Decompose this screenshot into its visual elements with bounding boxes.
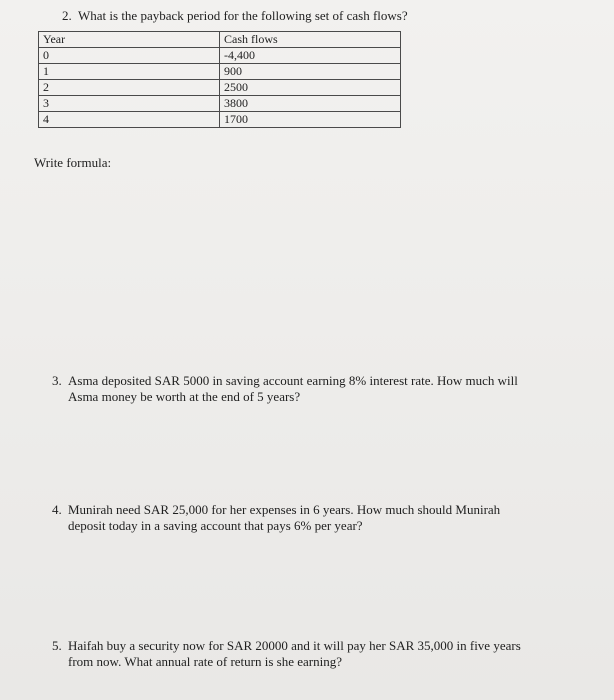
- table-row: [39, 64, 401, 80]
- question-2: [62, 8, 482, 24]
- write-formula-label: Write formula:: [34, 155, 112, 170]
- question-3-number: 3.: [52, 373, 62, 388]
- cash-flow-cell: 2500: [220, 80, 401, 96]
- table-row: [39, 80, 401, 96]
- question-4-number: 4.: [52, 502, 62, 517]
- question-2-number: 2.: [62, 8, 72, 23]
- header-year: Year: [39, 32, 220, 48]
- year-cell: 4: [39, 112, 220, 128]
- question-4-line-1: Munirah need SAR 25,000 for her expenses in 6 years. How much should Munirah: [68, 502, 501, 517]
- question-3-line-2: Asma money be worth at the end of 5 years?: [68, 389, 301, 404]
- year-cell: 1: [39, 64, 220, 80]
- question-4: [52, 502, 592, 534]
- table-row: [39, 96, 401, 112]
- cash-flow-cell: 1700: [220, 112, 401, 128]
- question-3-line-1: Asma deposited SAR 5000 in saving account earning 8% interest rate. How much will: [68, 373, 518, 388]
- table-row: [39, 48, 401, 64]
- question-5-line-1: Haifah buy a security now for SAR 20000 and it will pay her SAR 35,000 in five years: [68, 638, 521, 653]
- cash-flow-cell: 900: [220, 64, 401, 80]
- question-5: [52, 638, 602, 670]
- cash-flow-cell: -4,400: [220, 48, 401, 64]
- table-header-row: [39, 32, 401, 48]
- question-3: [52, 373, 592, 405]
- year-cell: 3: [39, 96, 220, 112]
- year-cell: 0: [39, 48, 220, 64]
- cash-flow-table: [38, 31, 401, 128]
- header-cash-flows: Cash flows: [220, 32, 401, 48]
- table-row: [39, 112, 401, 128]
- year-cell: 2: [39, 80, 220, 96]
- cash-flow-cell: 3800: [220, 96, 401, 112]
- question-5-line-2: from now. What annual rate of return is she earning?: [68, 654, 342, 669]
- question-5-number: 5.: [52, 638, 62, 653]
- question-4-line-2: deposit today in a saving account that pays 6% per year?: [68, 518, 363, 533]
- question-2-text: What is the payback period for the following set of cash flows?: [78, 8, 408, 23]
